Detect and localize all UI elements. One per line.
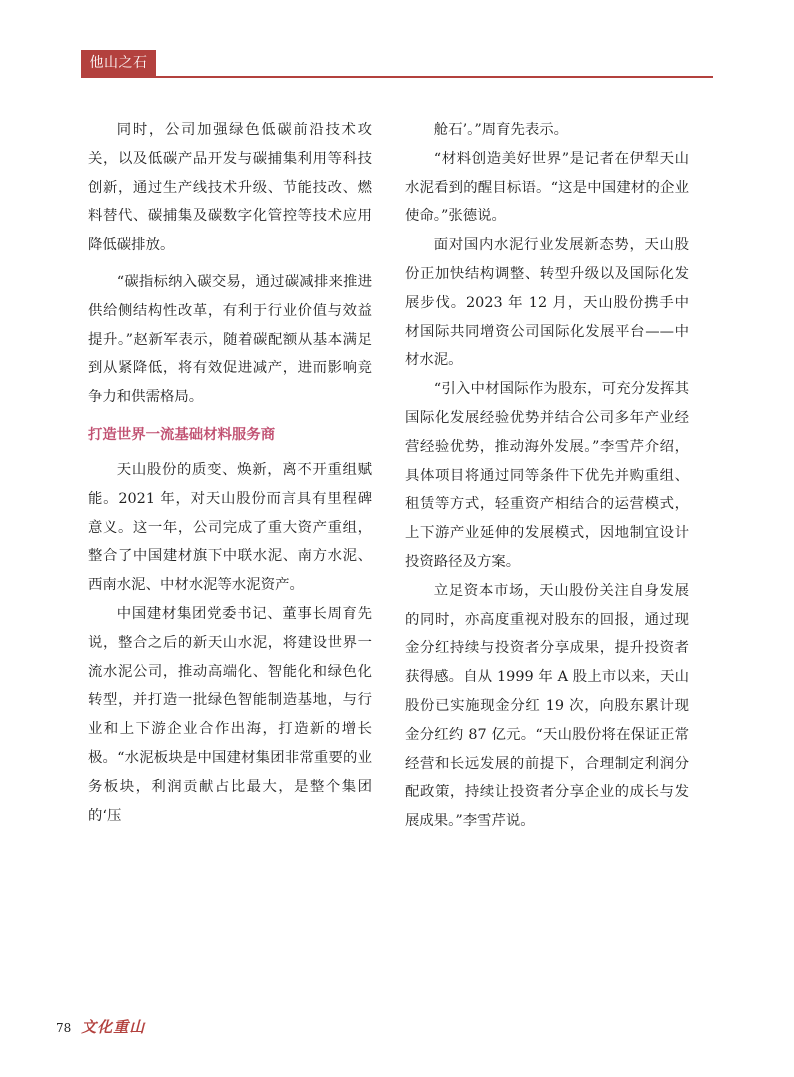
left-paragraph-4: 中国建材集团党委书记、董事长周育先说，整合之后的新天山水泥，将建设世界一流水泥公司，推动高端化、智能化和绿色化转型，并打造一批绿色智能制造基地，与行业和上下游企业合作出海，打造新的增长极。“水泥板块是中国建材集团非常重要的业务板块，利润贡献占比最大，是整个集团的‘压 [88,605,372,824]
left-column [88,116,372,830]
section-tag: 他山之石 [81,50,156,76]
left-paragraph-1: 同时，公司加强绿色低碳前沿技术攻关，以及低碳产品开发与碳捕集利用等科技创新，通过生产线技术升级、节能技改、燃料替代、碳捕集及碳数字化管控等技术应用降低碳排放。 [88,122,372,254]
header-rule [81,76,713,78]
right-paragraph-2: “材料创造美好世界”是记者在伊犁天山水泥看到的醒目标语。“这是中国建材的企业使命。”张德说。 [405,150,689,225]
section-heading: 打造世界一流基础材料服务商 [88,426,276,443]
right-paragraph-3: 面对国内水泥行业发展新态势，天山股份正加快结构调整、转型升级以及国际化发展步伐。2023 年 12 月，天山股份携手中材国际共同增资公司国际化发展平台——中材水泥。 [405,237,689,369]
right-paragraph-4: “引入中材国际作为股东，可充分发挥其国际化发展经验优势并结合公司多年产业经营经验优势，推动海外发展。”李雪芹介绍，具体项目将通过同等条件下优先并购重组、租赁等方式，轻重资产相结合的运营模式，上下游产业延伸的发展模式，因地制宜设计投资路径及方案。 [405,381,689,570]
left-paragraph-3: 天山股份的质变、焕新，离不开重组赋能。2021 年，对天山股份而言具有里程碑意义。这一年，公司完成了重大资产重组，整合了中国建材旗下中联水泥、南方水泥、西南水泥、中材水泥等水泥资产。 [88,461,372,594]
page-footer [56,1016,145,1037]
magazine-logo: 文化重山 [81,1018,146,1036]
right-paragraph-1: 舱石’。”周育先表示。 [433,122,569,138]
page-number: 78 [56,1021,72,1035]
right-paragraph-5: 立足资本市场，天山股份关注自身发展的同时，亦高度重视对股东的回报，通过现金分红持续与投资者分享成果，提升投资者获得感。自从 1999 年 A 股上市以来，天山股份已实施现金分红 19 次，向股东累计现金分红约 87 亿元。“天山股份将在保证正常经营和长远发展的前提下，合理制定利润分配政策，持续让投资者分享企业的成长与发展成果。”李雪芹说。 [405,582,689,830]
right-column [405,116,689,836]
left-paragraph-2: “碳指标纳入碳交易，通过碳减排来推进供给侧结构性改革，有利于行业价值与效益提升。”赵新军表示，随着碳配额从基本满足到从紧降低，将有效促进减产，进而影响竞争力和供需格局。 [88,273,372,406]
